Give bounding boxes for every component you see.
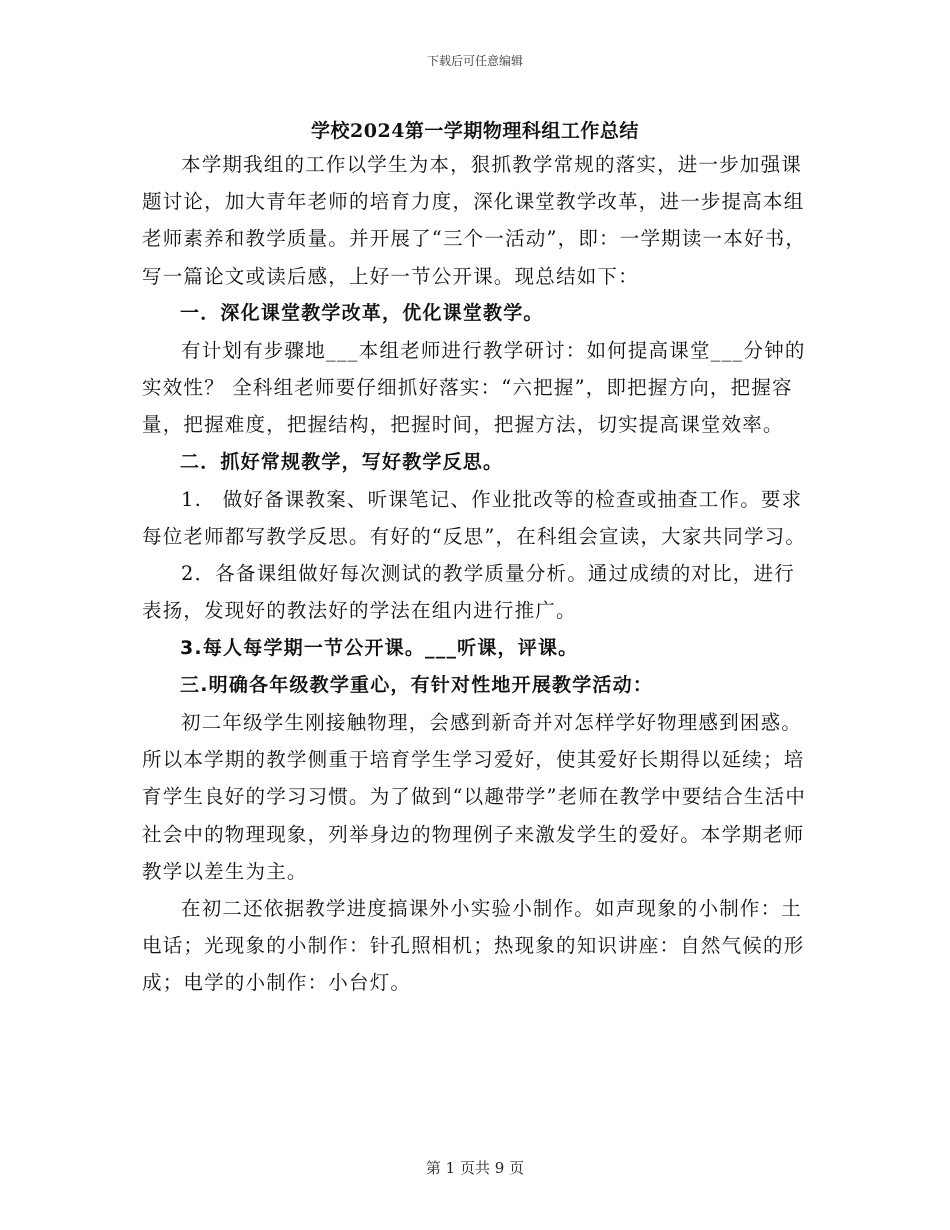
section-2-item-2: 2．各备课组做好每次测试的教学质量分析。通过成绩的对比，进行表扬，发现好的教法好的学法在组内进行推广。	[142, 562, 795, 623]
section-heading-1: 一．深化课堂教学改革，优化课堂教学。	[180, 301, 544, 324]
section-heading-3: 三.明确各年级教学重心，有针对性地开展教学活动：	[180, 673, 654, 696]
section-1-paragraph: 有计划有步骤地___本组老师进行教学研讨：如何提高课堂___分钟的实效性？ 全科组老师要仔细抓好落实：“六把握”，即把握方向，把握容量，把握难度，把握结构，把握时间，把握方法，切实提高课堂效率。	[142, 339, 806, 437]
section-2-item-3-heading: 3.每人每学期一节公开课。___听课，评课。	[180, 636, 579, 659]
section-3-paragraph-1: 初二年级学生刚接触物理，会感到新奇并对怎样学好物理感到困惑。所以本学期的教学侧重于培育学生学习爱好，使其爱好长期得以延续；培育学生良好的学习习惯。为了做到“以趣带学”老师在教学中要结合生活中社会中的物理现象，列举身边的物理例子来激发学生的爱好。本学期老师教学以差生为主。	[142, 711, 807, 883]
page-header: 下载后可任意编辑	[426, 54, 523, 68]
section-3-paragraph-2: 在初二还依据教学进度搞课外小实验小制作。如声现象的小制作：土电话；光现象的小制作：针孔照相机；热现象的知识讲座：自然气候的形成；电学的小制作：小台灯。	[142, 897, 805, 995]
intro-paragraph: 本学期我组的工作以学生为本，狠抓教学常规的落实，进一步加强课题讨论，加大青年老师的培育力度，深化课堂教学改革，进一步提高本组老师素养和教学质量。并开展了“三个一活动”，即：一学期读一本好书，写一篇论文或读后感，上好一节公开课。现总结如下：	[142, 153, 807, 288]
document-body	[142, 146, 814, 1002]
document-title: 学校2024第一学期物理科组工作总结	[311, 120, 639, 142]
page-footer: 第 1 页共 9 页	[425, 1159, 525, 1177]
section-heading-2: 二．抓好常规教学，写好教学反思。	[180, 450, 504, 473]
section-2-item-1: 1. 做好备课教案、听课笔记、作业批改等的检查或抽查工作。要求每位老师都写教学反思。有好的“反思”，在科组会宣读，大家共同学习。	[142, 487, 807, 549]
